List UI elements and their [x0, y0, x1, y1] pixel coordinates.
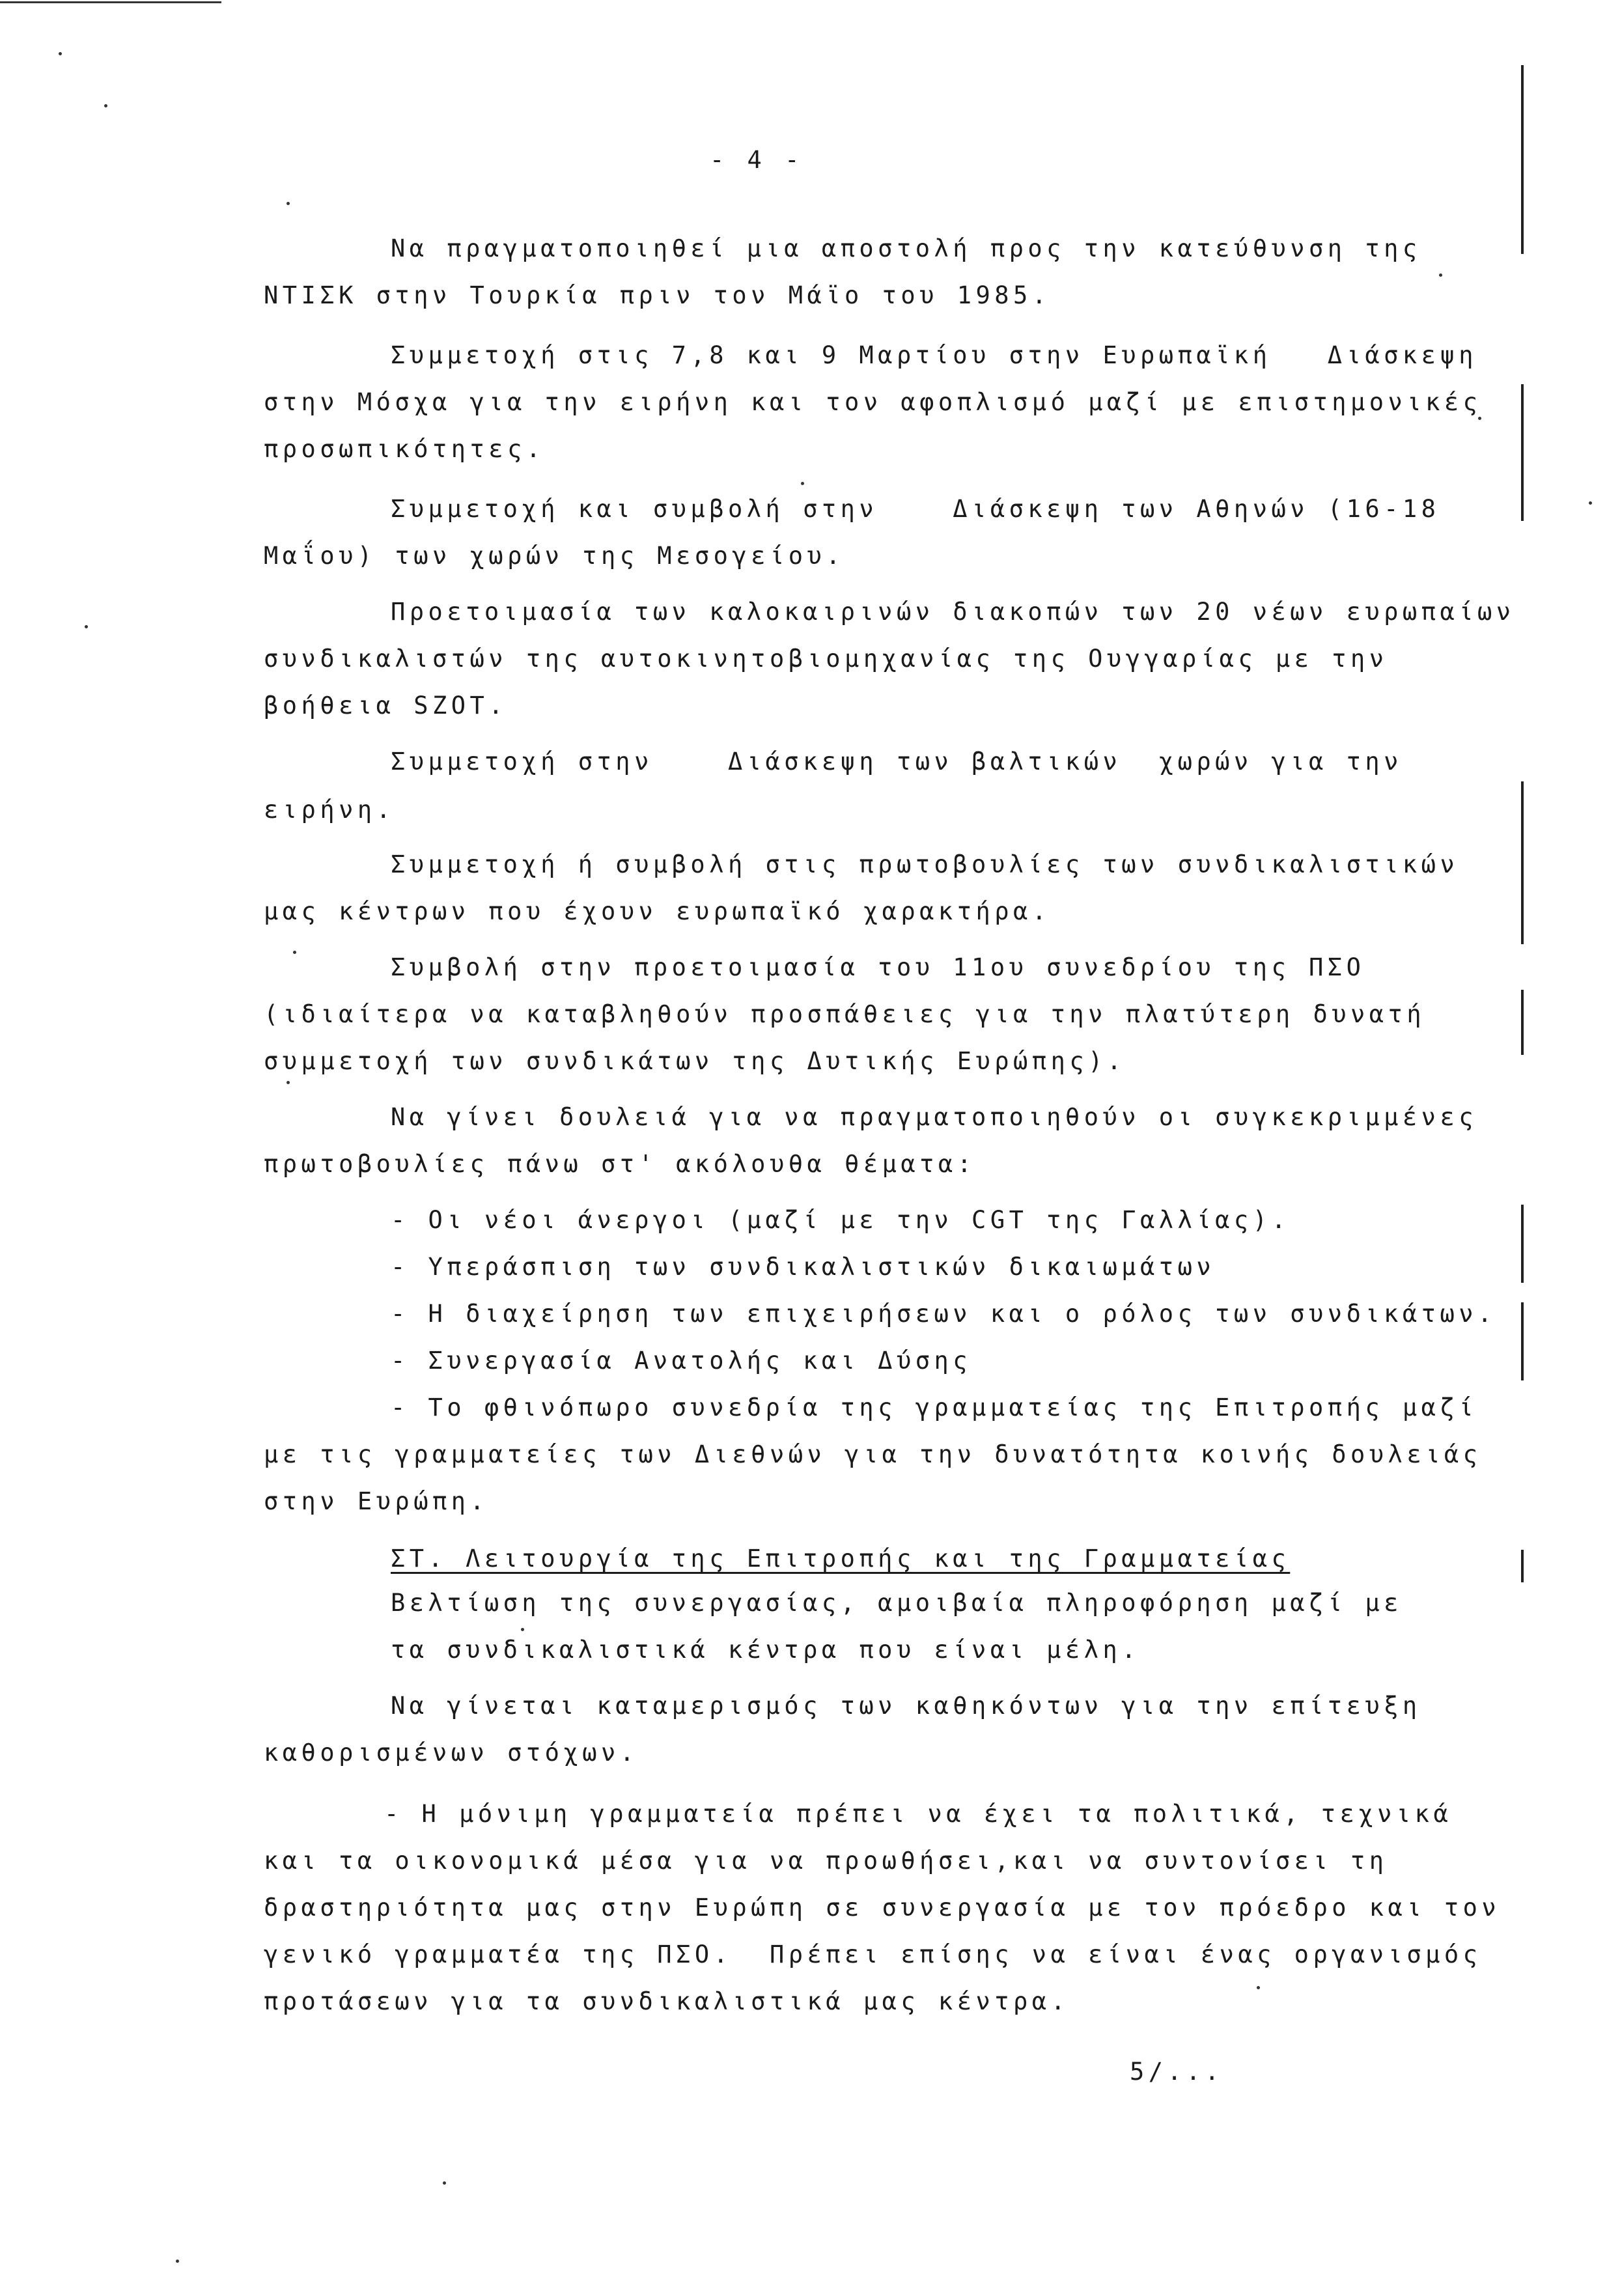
paragraph-line: γενικό γραμματέα της ΠΣΟ. Πρέπει επίσης να είναι ένας οργανισμός [264, 1940, 1482, 1968]
paragraph-line: - Η μόνιμη γραμματεία πρέπει να έχει τα πολιτικά, τεχνικά [384, 1800, 1453, 1828]
bullet-item: - Συνεργασία Ανατολής και Δύσης [391, 1347, 972, 1375]
paragraph-line: Συμμετοχή στις 7,8 και 9 Μαρτίου στην Ευρωπαϊκή Διάσκεψη [391, 341, 1478, 369]
scan-speck [801, 482, 804, 485]
continuation-marker: 5/... [1130, 2058, 1223, 2086]
scan-speck [521, 1628, 524, 1631]
paragraph-line: Συμβολή στην προετοιμασία του 11ου συνεδρίου της ΠΣΟ [391, 953, 1365, 981]
margin-bar [1521, 1550, 1524, 1582]
paragraph-line: βοήθεια SZOT. [264, 692, 508, 720]
margin-bar [1521, 384, 1524, 521]
bullet-item: - Το φθινόπωρο συνεδρία της γραμματείας της Επιτροπής μαζί [391, 1393, 1478, 1421]
scan-speck [59, 52, 62, 55]
paragraph-line: καθορισμένων στόχων. [264, 1739, 639, 1767]
bullet-item: - Υπεράσπιση των συνδικαλιστικών δικαιωμάτων [391, 1253, 1216, 1281]
paragraph-line: δραστηριότητα μας στην Ευρώπη σε συνεργασία με τον πρόεδρο και τον [264, 1894, 1501, 1922]
paragraph-line: Να πραγματοποιηθεί μια αποστολή προς την κατεύθυνση της [391, 234, 1421, 262]
paragraph-line: πρωτοβουλίες πάνω στ' ακόλουθα θέματα: [264, 1150, 976, 1178]
paragraph-line: συνδικαλιστών της αυτοκινητοβιομηχανίας της Ουγγαρίας με την [264, 645, 1388, 673]
scan-speck [1439, 273, 1442, 277]
scan-speck [1257, 1986, 1260, 1989]
section-heading: ΣΤ. Λειτουργία της Επιτροπής και της Γραμματείας [391, 1545, 1291, 1573]
scan-speck [176, 2260, 179, 2263]
top-edge-rule [0, 1, 221, 3]
bullet-item: - Η διαχείρηση των επιχειρήσεων και ο ρόλος των συνδικάτων. [391, 1300, 1496, 1328]
scan-speck [443, 2181, 446, 2185]
paragraph-line: Βελτίωση της συνεργασίας, αμοιβαία πληροφόρηση μαζί με [391, 1589, 1403, 1617]
paragraph-line: ΝΤΙΣΚ στην Τουρκία πριν τον Μάϊο του 1985. [264, 281, 1051, 309]
paragraph-line: Μαΐου) των χωρών της Μεσογείου. [264, 542, 845, 570]
paragraph-line: ειρήνη. [264, 796, 395, 824]
paragraph-line: στην Μόσχα για την ειρήνη και τον αφοπλισμό μαζί με επιστημονικές [264, 388, 1482, 416]
bullet-item: - Οι νέοι άνεργοι (μαζί με την CGT της Γαλλίας). [391, 1206, 1291, 1234]
paragraph-line: μας κέντρων που έχουν ευρωπαϊκό χαρακτήρα. [264, 897, 1051, 925]
paragraph-line: και τα οικονομικά μέσα για να προωθήσει,και να συντονίσει τη [264, 1847, 1388, 1875]
paragraph-line: Συμμετοχή στην Διάσκεψη των βαλτικών χωρών για την [391, 748, 1403, 776]
paragraph-line: (ιδιαίτερα να καταβληθούν προσπάθειες για την πλατύτερη δυνατή [264, 1000, 1426, 1028]
margin-bar [1521, 1302, 1524, 1380]
paragraph-line: με τις γραμματείες των Διεθνών για την δυνατότητα κοινής δουλειάς [264, 1440, 1482, 1468]
margin-bar [1521, 990, 1524, 1055]
paragraph-line: Να γίνει δουλειά για να πραγματοποιηθούν οι συγκεκριμμένες [391, 1103, 1478, 1131]
paragraph-line: στην Ευρώπη. [264, 1487, 489, 1515]
paragraph-line: Προετοιμασία των καλοκαιρινών διακοπών των 20 νέων ευρωπαίων [391, 598, 1515, 626]
scan-speck [1478, 417, 1481, 420]
paragraph-line: συμμετοχή των συνδικάτων της Δυτικής Ευρώπης). [264, 1047, 1126, 1075]
paragraph-line: προσωπικότητες. [264, 435, 545, 463]
scan-speck [104, 104, 107, 107]
paragraph-line: Να γίνεται καταμερισμός των καθηκόντων για την επίτευξη [391, 1692, 1421, 1720]
paragraph-line: Συμμετοχή και συμβολή στην Διάσκεψη των Αθηνών (16-18 [391, 495, 1440, 523]
margin-bar [1521, 65, 1524, 254]
page-number: - 4 - [710, 146, 804, 174]
scan-speck [1589, 501, 1592, 505]
scan-speck [286, 202, 290, 205]
scan-speck [293, 951, 296, 954]
paragraph-line: προτάσεων για τα συνδικαλιστικά μας κέντρα. [264, 1987, 1070, 2015]
paragraph-line: τα συνδικαλιστικά κέντρα που είναι μέλη. [391, 1636, 1141, 1664]
paragraph-line: Συμμετοχή ή συμβολή στις πρωτοβουλίες των συνδικαλιστικών [391, 850, 1459, 878]
margin-bar [1521, 1205, 1524, 1283]
scan-speck [286, 1081, 290, 1084]
margin-bar [1521, 781, 1524, 944]
scan-speck [85, 625, 88, 628]
